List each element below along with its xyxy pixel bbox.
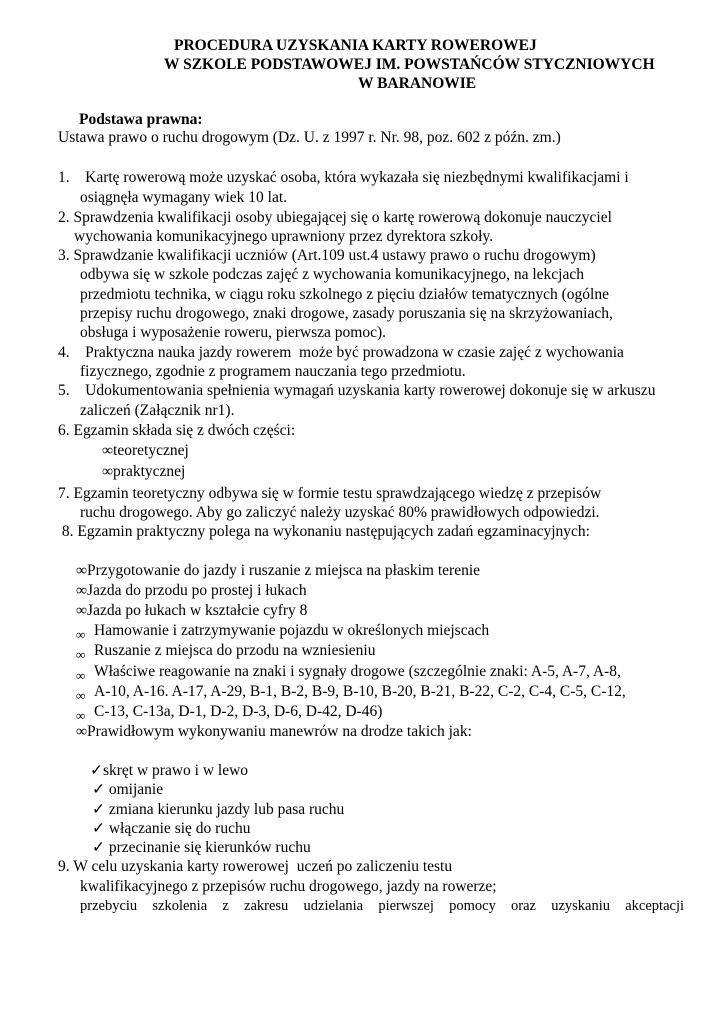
maneuver-2: ✓ omijanie xyxy=(92,781,164,798)
title-line-2: W SZKOLE PODSTAWOWEJ IM. POWSTAŃCÓW STYCZNIOWYCH xyxy=(164,56,655,73)
item-5-line-1: 5. Udokumentowania spełnienia wymagań uzyskania karty rowerowej dokonuje się w arkuszu xyxy=(58,382,656,399)
task-1: ∞Przygotowanie do jazdy i ruszanie z miejsca na płaskim terenie xyxy=(76,562,481,579)
item-1-line-1: 1. Kartę rowerową może uzyskać osoba, która wykazała się niezbędnymi kwalifikacjami i xyxy=(58,169,629,186)
task-4-symbol: ∞ xyxy=(76,627,86,642)
item-6-sub-2: ∞praktycznej xyxy=(102,463,186,480)
item-2-line-2: wychowania komunikacyjnego uprawniony przez dyrektora szkoły. xyxy=(74,228,494,245)
item-1-line-2: osiągnęła wymagany wiek 10 lat. xyxy=(80,189,288,206)
item-2-line-1: 2. Sprawdzenia kwalifikacji osoby ubiegającej się o kartę rowerową dokonuje nauczyciel xyxy=(58,209,612,226)
item-4-line-1: 4. Praktyczna nauka jazdy rowerem może być prowadzona w czasie zajęć z wychowania xyxy=(58,344,624,361)
item-5-line-2: zaliczeń (Załącznik nr1). xyxy=(80,402,235,419)
maneuver-5: ✓ przecinanie się kierunków ruchu xyxy=(92,839,311,856)
maneuver-1: ✓skręt w prawo i w lewo xyxy=(90,762,249,779)
task-6-symbol: ∞ xyxy=(76,668,86,683)
item-8-line-1: 8. Egzamin praktyczny polega na wykonaniu następujących zadań egzaminacyjnych: xyxy=(58,523,590,540)
task-9: ∞Prawidłowym wykonywaniu manewrów na drodze takich jak: xyxy=(76,723,472,740)
task-3: ∞Jazda po łukach w kształcie cyfry 8 xyxy=(76,602,308,619)
item-6-sub-1: ∞teoretycznej xyxy=(102,442,189,459)
title-line-1: PROCEDURA UZYSKANIA KARTY ROWEROWEJ xyxy=(174,37,537,54)
item-3-line-1: 3. Sprawdzanie kwalifikacji uczniów (Art.109 ust.4 ustawy prawo o ruchu drogowym) xyxy=(58,247,596,264)
item-6-line-1: 6. Egzamin składa się z dwóch części: xyxy=(58,422,296,439)
task-8: C-13, C-13a, D-1, D-2, D-3, D-6, D-42, D-46) xyxy=(94,703,383,720)
item-7-line-2: ruchu drogowego. Aby go zaliczyć należy uzyskać 80% prawidłowych odpowiedzi. xyxy=(80,504,600,521)
title-line-3: W BARANOWIE xyxy=(358,75,477,92)
task-6: Właściwe reagowanie na znaki i sygnały drogowe (szczególnie znaki: A-5, A-7, A-8, xyxy=(94,663,621,680)
item-3-line-5: obsługa i wyposażenie roweru, pierwsza pomoc). xyxy=(80,324,387,341)
task-7-symbol: ∞ xyxy=(76,688,86,703)
item-4-line-2: fizycznego, zgodnie z programem nauczania tego przedmiotu. xyxy=(80,363,466,380)
item-7-line-1: 7. Egzamin teoretyczny odbywa się w formie testu sprawdzającego wiedzę z przepisów xyxy=(58,485,602,502)
item-3-line-3: przedmiotu technika, w ciągu roku szkolnego z pięciu działów tematycznych (ogólne xyxy=(80,286,609,303)
item-9-line-1: 9. W celu uzyskania karty rowerowej uczeń po zaliczeniu testu xyxy=(58,858,453,875)
legal-basis-text: Ustawa prawo o ruchu drogowym (Dz. U. z 1997 r. Nr. 98, poz. 602 z późn. zm.) xyxy=(58,129,561,146)
item-3-line-4: przepisy ruchu drogowego, znaki drogowe, zasady poruszania się na skrzyżowaniach, xyxy=(80,305,613,322)
item-9-line-3: przebyciu szkolenia z zakresu udzielania pierwszej pomocy oraz uzyskaniu akceptacji xyxy=(80,898,684,914)
task-5-symbol: ∞ xyxy=(76,647,86,662)
item-9-line-2: kwalifikacyjnego z przepisów ruchu drogowego, jazdy na rowerze; xyxy=(80,878,497,895)
maneuver-3: ✓ zmiana kierunku jazdy lub pasa ruchu xyxy=(92,801,345,818)
item-3-line-2: odbywa się w szkole podczas zajęć z wychowania komunikacyjnego, na lekcjach xyxy=(80,266,584,283)
task-7: A-10, A-16. A-17, A-29, B-1, B-2, B-9, B-10, B-20, B-21, B-22, C-2, C-4, C-5, C-12, xyxy=(94,683,626,700)
task-4: Hamowanie i zatrzymywanie pojazdu w określonych miejscach xyxy=(94,622,490,639)
maneuver-4: ✓ włączanie się do ruchu xyxy=(92,820,251,837)
legal-basis-heading: Podstawa prawna: xyxy=(79,111,203,128)
task-5: Ruszanie z miejsca do przodu na wzniesieniu xyxy=(94,642,376,659)
task-2: ∞Jazda do przodu po prostej i łukach xyxy=(76,582,307,599)
task-8-symbol: ∞ xyxy=(76,708,86,723)
